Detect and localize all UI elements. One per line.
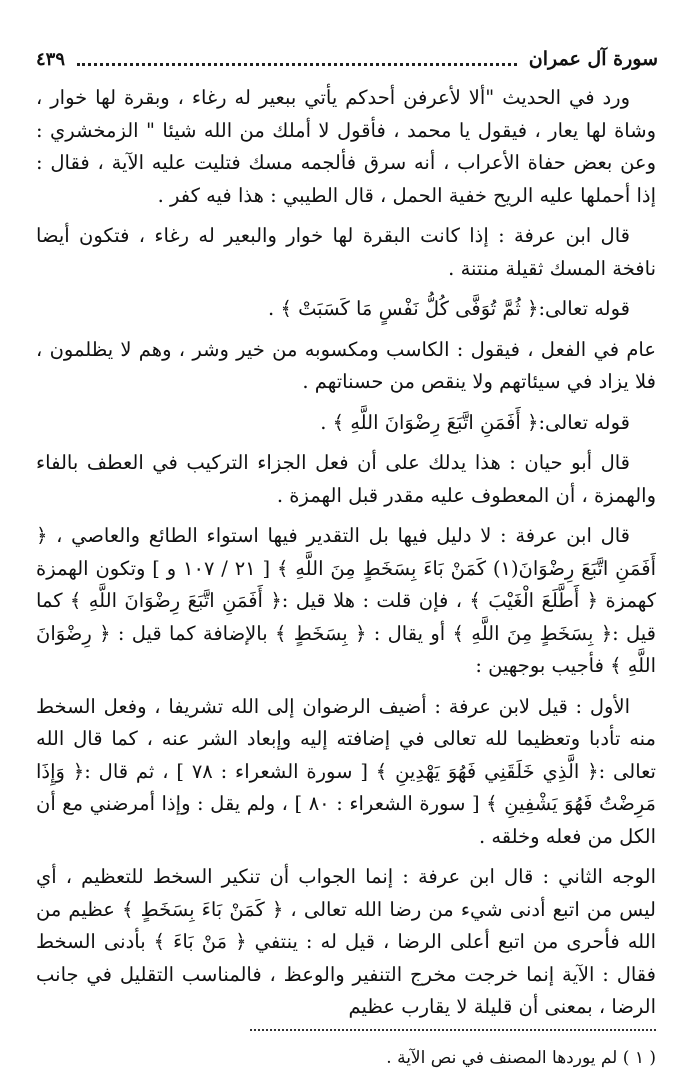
page-number: ٤٣٩ xyxy=(36,48,66,70)
paragraph-verse-1: قوله تعالى:﴿ ثُمَّ تُوَفَّى كُلُّ نَفْسٍ مَا كَسَبَتْ ﴾ . xyxy=(268,297,630,320)
page-header xyxy=(36,44,658,74)
paragraph-ibn-arafa-1: قال ابن عرفة : إذا كانت البقرة لها خوار والبعير له رغاء ، فتكون أيضا نافخة المسك ثقيلة منتنة . xyxy=(36,224,656,280)
page-body xyxy=(36,82,656,1032)
paragraph-first-answer: الأول : قيل لابن عرفة : أضيف الرضوان إلى الله تشريفا ، وفعل السخط منه تأدبا وتعظيما لله تعالى في إضافته إليه وإبعاد الشر عنه ، كما قال الله تعالى :﴿ الَّذِي خَلَقَنِي فَهُوَ يَهْدِينِ ﴾ [ سورة الشعراء : ٧٨ ] ، ثم قال :﴿ وَإِذَا مَرِضْتُ فَهُوَ يَشْفِينِ ﴾ [ سورة الشعراء : ٨٠ ] ، ولم يقل : وإذا أمرضني مع أن الكل من فعله وخلقه . xyxy=(36,694,656,848)
footnote: ( ١ ) لم يوردها المصنف في نص الآية . xyxy=(386,1048,656,1068)
paragraph-ibn-arafa-2: قال ابن عرفة : لا دليل فيها بل التقدير فيها استواء الطائع والعاصي ، ﴿ أَفَمَنِ اتَّبَعَ رِضْوَانَ(١) كَمَنْ بَاءَ بِسَخَطٍ مِنَ اللَّهِ ﴾ [ ٢١ / ١٠٧ و ] وتكون الهمزة كهمزة ﴿ أَطَّلَعَ الْغَيْبَ ﴾ ، فإن قلت : هلا قيل :﴿ أَفَمَنِ اتَّبَعَ رِضْوَانَ اللَّهِ ﴾ كما قيل :﴿ بِسَخَطٍ مِنَ اللَّهِ ﴾ أو يقال : ﴿ بِسَخَطٍ ﴾ بالإضافة كما قيل : ﴿ رِضْوَانَ اللَّهِ ﴾ فأجيب بوجهين : xyxy=(36,524,656,677)
paragraph-second-answer: الوجه الثاني : قال ابن عرفة : إنما الجواب أن تنكير السخط للتعظيم ، أي ليس من اتبع أدنى شيء من رضا الله تعالى ، ﴿ كَمَنْ بَاءَ بِسَخَطٍ ﴾ عظيم من الله فأحرى من اتبع أعلى الرضا ، قيل له : ينتفي ﴿ مَنْ بَاءَ ﴾ بأدنى السخط فقال : الآية إنما خرجت مخرج التنفير والوعظ ، فالمناسب التقليل في جانب الرضا ، بمعنى أن قليلة لا يقارب عظيم xyxy=(36,865,656,1018)
header-dotted-rule xyxy=(77,53,517,66)
running-title: سورة آل عمران xyxy=(528,48,658,70)
paragraph-verse-2: قوله تعالى:﴿ أَفَمَنِ اتَّبَعَ رِضْوَانَ اللَّهِ ﴾ . xyxy=(320,410,630,434)
paragraph-hadith: ورد في الحديث "ألا لأعرفن أحدكم يأتي ببعير له رغاء ، وبقرة لها خوار ، وشاة لها يعار ، فيقول يا محمد ، فأقول لا أملك من الله شيئا " الزمخشري : وعن بعض حفاة الأعراب ، أنه سرق فألجمه مسك فتليت عليه الآية ، فقال : إذا أحملها عليه الريح خفية الحمل ، قال الطيبي : هذا فيه كفر . xyxy=(36,86,656,207)
paragraph-commentary-1: عام في الفعل ، فيقول : الكاسب ومكسوبه من خير وشر ، وهم لا يظلمون ، فلا يزاد في سيئاتهم ولا ينقص من حسناتهم . xyxy=(36,337,656,393)
footnote-separator xyxy=(250,1029,656,1031)
paragraph-abu-hayyan: قال أبو حيان : هذا يدلك على أن فعل الجزاء التركيب في العطف بالفاء والهمزة ، أن المعطوف عليه مقدر قبل الهمزة . xyxy=(36,451,656,507)
